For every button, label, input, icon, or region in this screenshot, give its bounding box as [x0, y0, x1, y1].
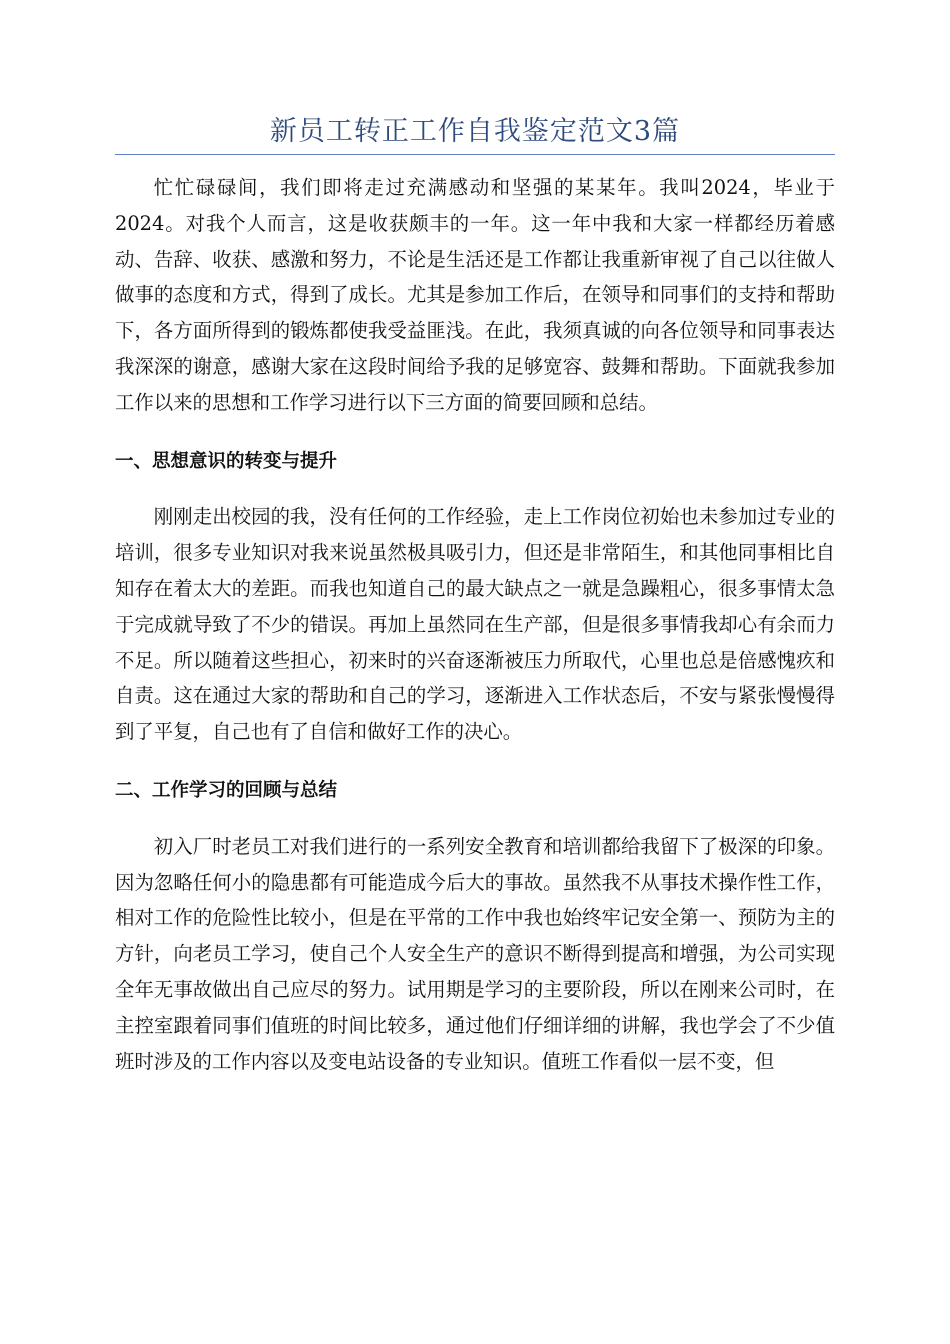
section-paragraph-2: 初入厂时老员工对我们进行的一系列安全教育和培训都给我留下了极深的印象。因为忽略任何小的隐患都有可能造成今后大的事故。虽然我不从事技术操作性工作，相对工作的危险性比较小，但是在平常的工作中我也始终牢记安全第一、预防为主的方针，向老员工学习，使自己个人安全生产的意识不断得到提高和增强，为公司实现全年无事故做出自己应尽的努力。试用期是学习的主要阶段，所以在刚来公司时，在主控室跟着同事们值班的时间比较多，通过他们仔细详细的讲解，我也学会了不少值班时涉及的工作内容以及变电站设备的专业知识。值班工作看似一层不变，但 — [115, 834, 835, 1073]
section-heading-2: 二、工作学习的回顾与总结 — [115, 779, 338, 801]
document-body — [115, 170, 835, 1079]
intro-paragraph: 忙忙碌碌间，我们即将走过充满感动和坚强的某某年。我叫2024，毕业于2024。对我个人而言，这是收获颇丰的一年。这一年中我和大家一样都经历着感动、告辞、收获、感激和努力，不论是生活还是工作都让我重新审视了自己以往做人做事的态度和方式，得到了成长。尤其是参加工作后，在领导和同事们的支持和帮助下，各方面所得到的锻炼都使我受益匪浅。在此，我须真诚的向各位领导和同事表达我深深的谢意，感谢大家在这段时间给予我的足够宽容、鼓舞和帮助。下面就我参加工作以来的思想和工作学习进行以下三方面的简要回顾和总结。 — [115, 176, 835, 414]
title-underline-divider — [115, 154, 835, 155]
document-title: 新员工转正工作自我鉴定范文3篇 — [269, 116, 681, 147]
section-paragraph-1: 刚刚走出校园的我，没有任何的工作经验，走上工作岗位初始也未参加过专业的培训，很多专业知识对我来说虽然极具吸引力，但还是非常陌生，和其他同事相比自知存在着太大的差距。而我也知道自己的最大缺点之一就是急躁粗心，很多事情太急于完成就导致了不少的错误。再加上虽然同在生产部，但是很多事情我却心有余而力不足。所以随着这些担心，初来时的兴奋逐渐被压力所取代，心里也总是倍感愧疚和自责。这在通过大家的帮助和自己的学习，逐渐进入工作状态后，不安与紧张慢慢得到了平复，自己也有了自信和做好工作的决心。 — [115, 505, 835, 744]
section-heading-1: 一、思想意识的转变与提升 — [115, 450, 338, 472]
